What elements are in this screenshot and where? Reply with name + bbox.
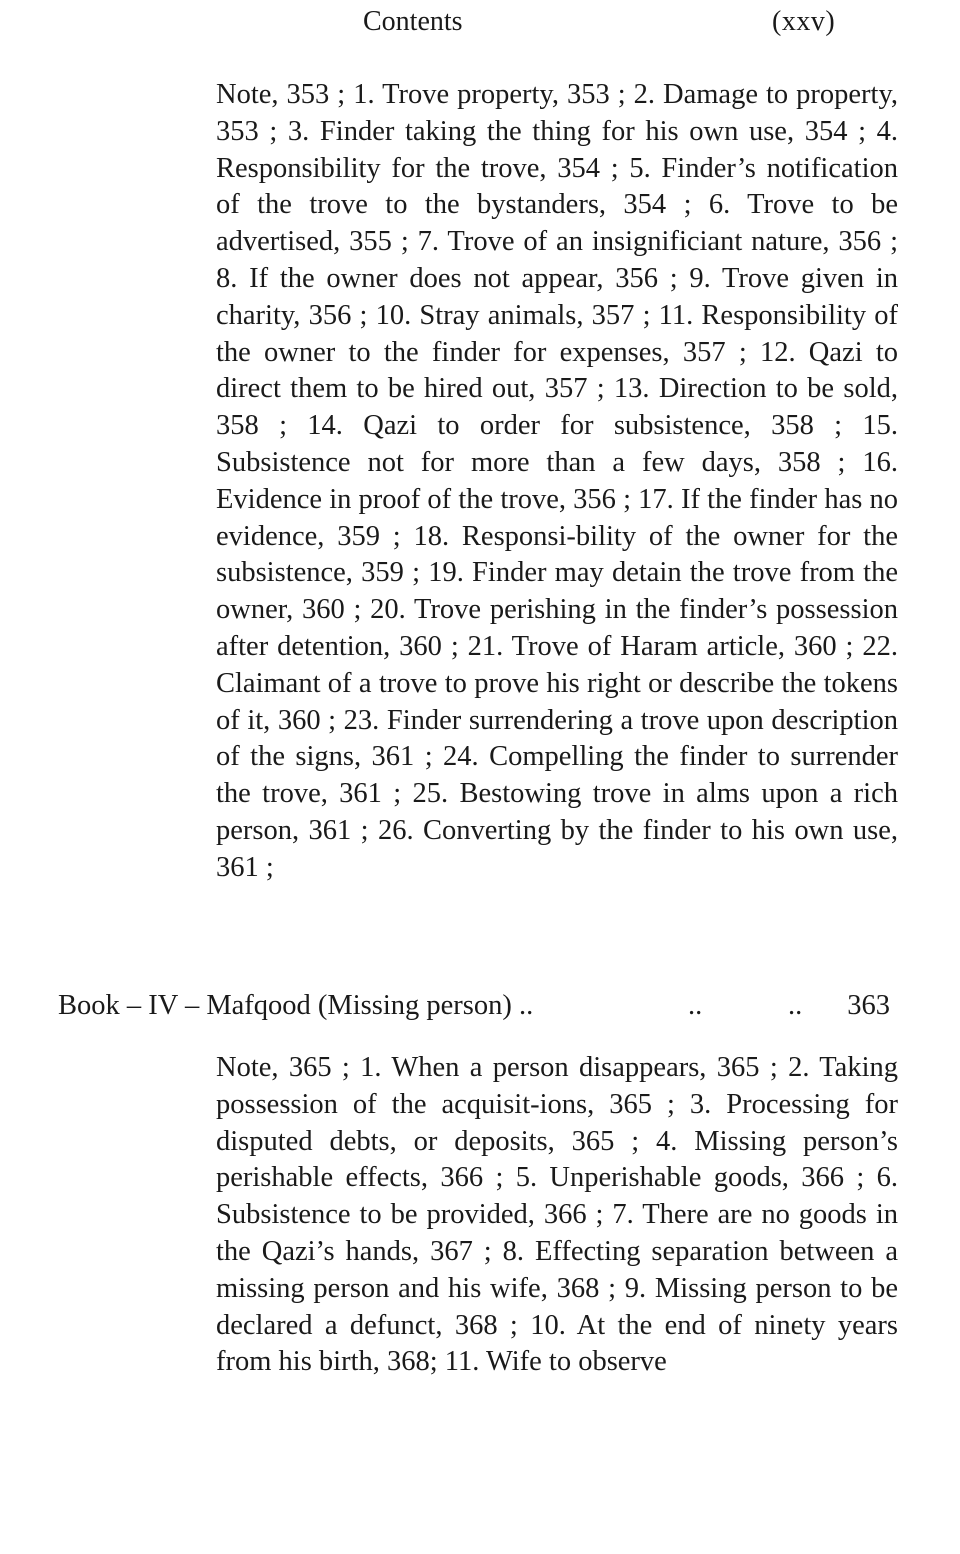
chapter-contents-mafqood: Note, 365 ; 1. When a person disappears, 365 ; 2. Taking possession of the acquisit-ions, 365 ; 3. Processing for disputed debts, or deposits, 365 ; 4. Missing person’s perishable effects, 366 ; 5. Unperishable goods, 366 ; 6. Subsistence to be provided, 366 ; 7. There are no goods in the Qazi’s hands, 367 ; 8. Effecting separation between a missing person and his wife, 368 ; 9. Missing person to be declared a defunct, 368 ; 10. At the end of ninety years from his birth, 368; 11. Wife to observe: [216, 1052, 898, 1378]
dot-leader: ..: [688, 990, 703, 1021]
book-heading-line: [58, 987, 890, 1025]
book-title: Book – IV – Mafqood (Missing person) ..: [58, 990, 534, 1021]
book-page-number: 363: [847, 990, 890, 1021]
dot-leader: ..: [788, 990, 803, 1021]
chapter-contents-trove: Note, 353 ; 1. Trove property, 353 ; 2. Damage to property, 353 ; 3. Finder taking the thing for his own use, 354 ; 4. Responsibility for the trove, 354 ; 5. Finder’s notification of the trove to the bystanders, 354 ; 6. Trove to be advertised, 355 ; 7. Trove of an insignificiant nature, 356 ; 8. If the owner does not appear, 356 ; 9. Trove given in charity, 356 ; 10. Stray animals, 357 ; 11. Responsibility of the owner to the finder for expenses, 357 ; 12. Qazi to direct them to be hired out, 357 ; 13. Direction to be sold, 358 ; 14. Qazi to order for subsistence, 358 ; 15. Subsistence not for more than a few days, 358 ; 16. Evidence in proof of the trove, 356 ; 17. If the finder has no evidence, 359 ; 18. Responsi-bility of the owner for the subsistence, 359 ; 19. Finder may detain the trove from the owner, 360 ; 20. Trove perishing in the finder’s possession after detention, 360 ; 21. Trove of Haram article, 360 ; 22. Claimant of a trove to prove his right or describe the tokens of it, 360 ; 23. Finder surrendering a trove upon description of the signs, 361 ; 24. Compelling the finder to surrender the trove, 361 ; 25. Bestowing trove in alms upon a rich person, 361 ; 26. Converting by the finder to his own use, 361 ;: [216, 79, 898, 883]
running-head-title: Contents: [363, 6, 463, 37]
page-number: (xxv): [772, 6, 836, 37]
